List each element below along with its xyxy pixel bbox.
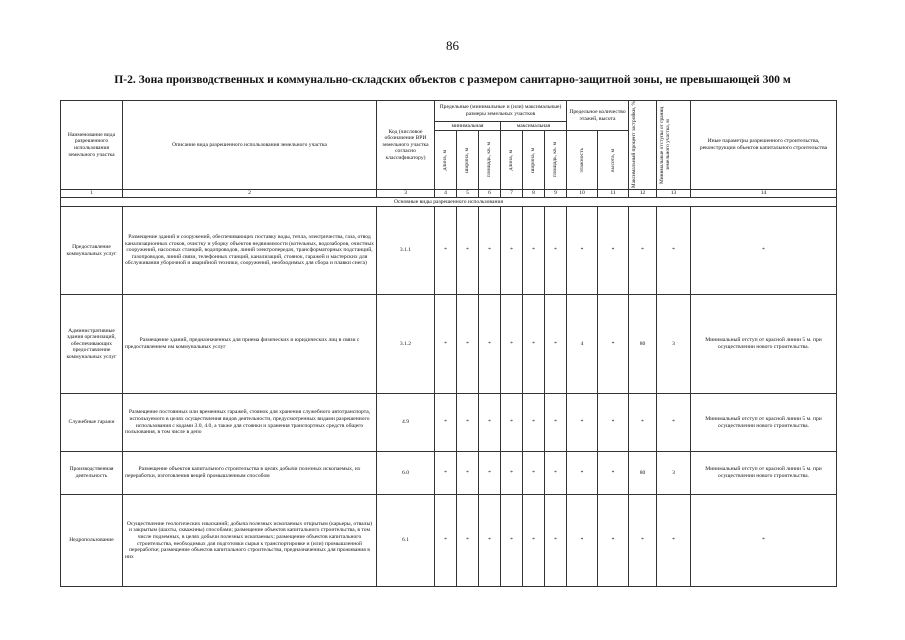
max-length-value: * [501, 452, 523, 495]
column-number: 1 [61, 190, 123, 198]
min-area-value: * [479, 207, 501, 295]
max-length-value: * [501, 394, 523, 452]
column-number: 6 [479, 190, 501, 198]
table-row [61, 394, 837, 452]
height-value: * [598, 295, 629, 394]
height-value: * [598, 394, 629, 452]
min-area-value: * [479, 295, 501, 394]
use-name: Предоставление коммунальных услуг [61, 207, 123, 295]
other-params: Минимальный отступ от красной линии 5 м. при осуществлении нового строительства. [691, 394, 837, 452]
coverage-value: * [629, 207, 657, 295]
section-title: Основные виды разрешенного использования [61, 198, 837, 207]
other-params: * [691, 495, 837, 587]
min-length-value: * [435, 452, 457, 495]
coverage-value: 80 [629, 452, 657, 495]
max-area-value: * [545, 207, 567, 295]
use-description: Размещение объектов капитального строительства в целях добычи полезных ископаемых, их переработки, изготовления вещей промышленным способом [123, 452, 377, 495]
coverage-value: * [629, 394, 657, 452]
max-width-value: * [523, 452, 545, 495]
column-number: 11 [598, 190, 629, 198]
min-length-value: * [435, 207, 457, 295]
page-number: 86 [446, 38, 459, 53]
other-params: * [691, 207, 837, 295]
table-row [61, 295, 837, 394]
column-number: 2 [123, 190, 377, 198]
header-maximum: максимальная [501, 122, 567, 131]
use-description: Размещение зданий и сооружений, обеспечивающих поставку воды, тепла, электричества, газа, отвод канализационных стоков, очистку и уборку объектов недвижимости (котельных, водозаборов, очистных сооружений, насосных станций, водопроводов, линий электропередач, трансформаторных подстанций, газопроводов, линий связи, телефонных станций, канализаций, стоянок, гаражей и мастерских для обслуживания уборочной и аварийной техники, сооружений, необходимых для сбора и плавки снега) [123, 207, 377, 295]
max-length-value: * [501, 295, 523, 394]
floors-value: * [567, 495, 598, 587]
floors-value: * [567, 394, 598, 452]
setback-value: 3 [657, 295, 691, 394]
use-description: Размещение постоянных или временных гаражей, стоянок для хранения служебного автотранспорта, используемого в целях осуществления видов деятельности, предусмотренных видами разрешенного использования с кодами 3.0, 4.0, а также для стоянки и хранения транспортных средств общего пользования, в том числе в депо [123, 394, 377, 452]
max-area-value: * [545, 295, 567, 394]
min-width-value: * [457, 452, 479, 495]
header-max-width: ширина, м [523, 131, 545, 190]
use-name: Недропользование [61, 495, 123, 587]
table-row [61, 452, 837, 495]
header-min-length: длина, м [435, 131, 457, 190]
min-width-value: * [457, 394, 479, 452]
column-number: 14 [691, 190, 837, 198]
min-area-value: * [479, 394, 501, 452]
table-row [61, 495, 837, 587]
min-area-value: * [479, 452, 501, 495]
use-name: Производственная деятельность [61, 452, 123, 495]
column-number: 9 [545, 190, 567, 198]
header-floors: этажность [567, 131, 598, 190]
header-code: Код (числовое обозначение ВРИ земельного участка согласно классификатору) [377, 101, 435, 190]
setback-value: 3 [657, 452, 691, 495]
header-use-name: Наименование вида разрешенного использования земельного участка [61, 101, 123, 190]
min-width-value: * [457, 207, 479, 295]
column-number: 8 [523, 190, 545, 198]
use-description: Осуществление геологических изысканий; добыча полезных ископаемых открытым (карьеры, отвалы) и закрытым (шахты, скважины) способами; размещение объектов капитального строительства, в том числе подземных, в целях добычи полезных ископаемых; размещение объектов капитального строительства, необходимых для подготовки сырья к транспортировке и (или) промышленной переработке; размещение объектов капитального строительства, предназначенных для проживания в них [123, 495, 377, 587]
use-description: Размещение зданий, предназначенных для приема физических и юридических лиц в связи с предоставлением им коммунальных услуг [123, 295, 377, 394]
max-area-value: * [545, 452, 567, 495]
min-length-value: * [435, 495, 457, 587]
min-length-value: * [435, 295, 457, 394]
column-number: 3 [377, 190, 435, 198]
header-minimum: минимальная [435, 122, 501, 131]
header-plot-limits: Предельные (минимальные и (или) максимальные) размеры земельных участков [435, 101, 567, 122]
column-number: 5 [457, 190, 479, 198]
min-length-value: * [435, 394, 457, 452]
use-code: 4.9 [377, 394, 435, 452]
use-code: 3.1.2 [377, 295, 435, 394]
min-area-value: * [479, 495, 501, 587]
max-width-value: * [523, 207, 545, 295]
header-other-params: Иные параметры разрешенного строительства, реконструкции объектов капитального строительства [691, 101, 837, 190]
header-min-area: площадь, кв. м [479, 131, 501, 190]
use-code: 3.1.1 [377, 207, 435, 295]
setback-value: * [657, 207, 691, 295]
max-area-value: * [545, 394, 567, 452]
header-max-length: длина, м [501, 131, 523, 190]
header-max-area: площадь, кв. м [545, 131, 567, 190]
column-number: 12 [629, 190, 657, 198]
max-area-value: * [545, 495, 567, 587]
header-floors-height: Предельное количество этажей, высота [567, 101, 629, 131]
other-params: Минимальный отступ от красной линии 5 м. при осуществлении нового строительства. [691, 452, 837, 495]
column-number: 4 [435, 190, 457, 198]
table-row [61, 207, 837, 295]
max-width-value: * [523, 394, 545, 452]
header-coverage: Максимальный процент застройки, % [629, 101, 657, 190]
max-width-value: * [523, 495, 545, 587]
use-code: 6.1 [377, 495, 435, 587]
header-description: Описание вида разрешенного использования земельного участка [123, 101, 377, 190]
use-name: Служебные гаражи [61, 394, 123, 452]
floors-value: 4 [567, 295, 598, 394]
min-width-value: * [457, 495, 479, 587]
zoning-parameters-table [60, 100, 837, 587]
max-length-value: * [501, 495, 523, 587]
header-min-width: ширина, м [457, 131, 479, 190]
column-number: 10 [567, 190, 598, 198]
max-length-value: * [501, 207, 523, 295]
setback-value: * [657, 495, 691, 587]
coverage-value: 80 [629, 295, 657, 394]
other-params: Минимальный отступ от красной линии 5 м. при осуществлении нового строительства. [691, 295, 837, 394]
height-value: * [598, 207, 629, 295]
floors-value: * [567, 207, 598, 295]
floors-value: * [567, 452, 598, 495]
column-number: 7 [501, 190, 523, 198]
setback-value: * [657, 394, 691, 452]
min-width-value: * [457, 295, 479, 394]
use-name: Административные здания организаций, обеспечивающих предоставление коммунальных услуг [61, 295, 123, 394]
coverage-value: * [629, 495, 657, 587]
height-value: * [598, 452, 629, 495]
header-setback: Минимальные отступы от границ земельного участка, м [657, 101, 691, 190]
header-height: высота, м [598, 131, 629, 190]
document-title: П-2. Зона производственных и коммунально-складских объектов с размером санитарно-защитной зоны, не превышающей 300 м [114, 73, 791, 86]
use-code: 6.0 [377, 452, 435, 495]
max-width-value: * [523, 295, 545, 394]
column-number: 13 [657, 190, 691, 198]
height-value: * [598, 495, 629, 587]
